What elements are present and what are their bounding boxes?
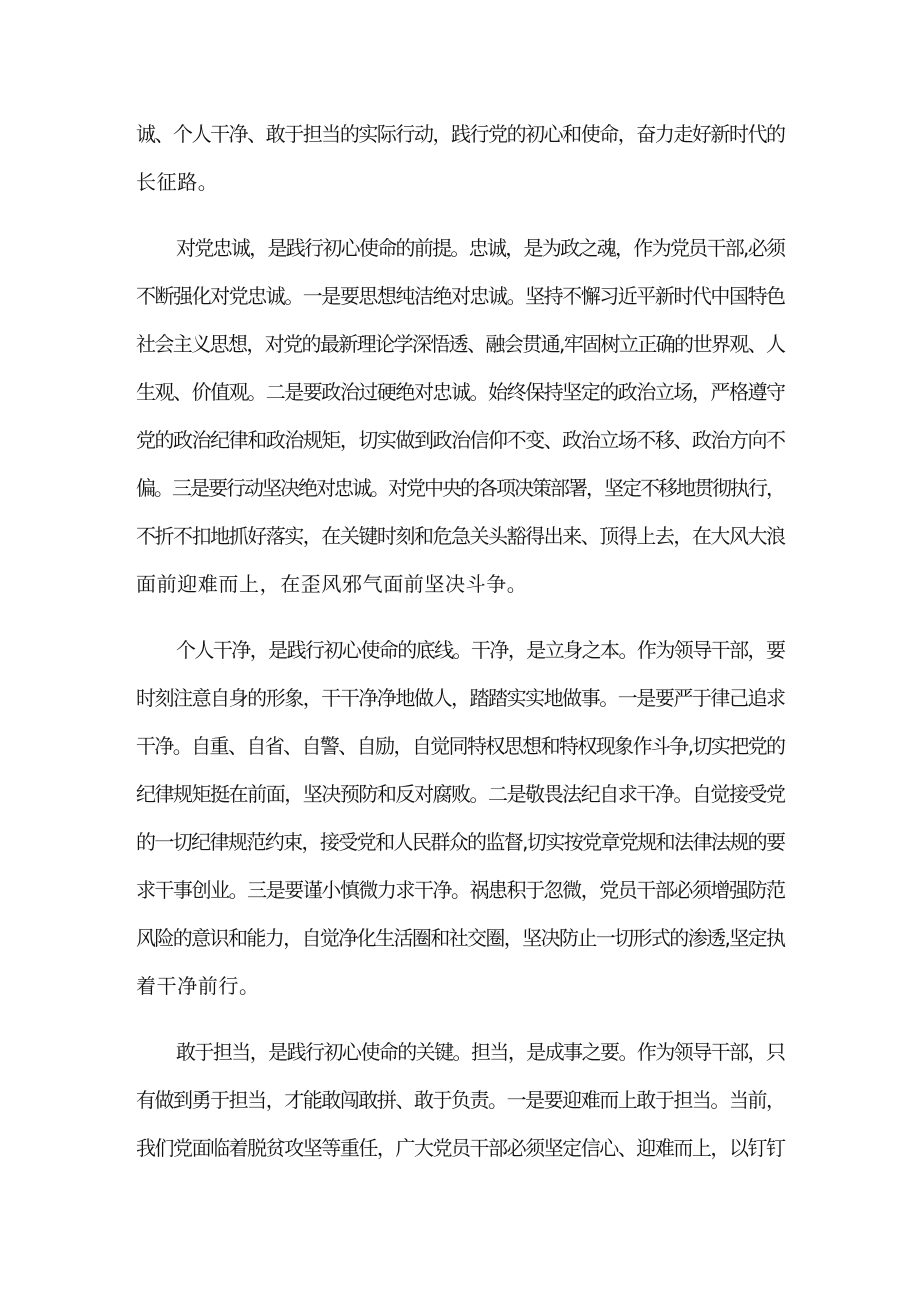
text-line: 诚、个人干净、敢于担当的实际行动，践行党的初心和使命，奋力走好新时代的 <box>136 122 785 146</box>
text-line: 时刻注意自身的形象，干干净净地做人，踏踏实实地做事。一是要严于律己追求 <box>136 686 785 710</box>
text-line: 纪律规矩挺在前面，坚决预防和反对腐败。二是敬畏法纪自求干净。自觉接受党 <box>136 782 785 806</box>
text-line: 对党忠诚，是践行初心使命的前提。忠诚，是为政之魂，作为党员干部,必须 <box>176 236 785 260</box>
text-line: 生观、价值观。二是要政治过硬绝对忠诚。始终保持坚定的政治立场，严格遵守 <box>136 380 785 404</box>
text-line: 有做到勇于担当，才能敢闯敢拼、敢于负责。一是要迎难而上敢于担当。当前， <box>136 1088 785 1112</box>
text-line: 求干事创业。三是要谨小慎微力求干净。祸患积于忽微，党员干部必须增强防范 <box>136 878 785 902</box>
text-line: 不断强化对党忠诚。一是要思想纯洁绝对忠诚。坚持不懈习近平新时代中国特色 <box>136 284 785 308</box>
text-line: 党的政治纪律和政治规矩，切实做到政治信仰不变、政治立场不移、政治方向不 <box>136 428 785 452</box>
text-line: 不折不扣地抓好落实，在关键时刻和危急关头豁得出来、顶得上去，在大风大浪 <box>136 524 785 548</box>
text-line: 的一切纪律规范约束，接受党和人民群众的监督,切实按党章党规和法律法规的要 <box>136 830 785 854</box>
text-line: 敢于担当，是践行初心使命的关键。担当，是成事之要。作为领导干部，只 <box>176 1040 785 1064</box>
text-line: 我们党面临着脱贫攻坚等重任，广大党员干部必须坚定信心、迎难而上，以钉钉 <box>136 1136 785 1160</box>
text-line: 偏。三是要行动坚决绝对忠诚。对党中央的各项决策部署，坚定不移地贯彻执行， <box>136 476 784 500</box>
text-line: 个人干净，是践行初心使命的底线。干净，是立身之本。作为领导干部，要 <box>176 638 785 662</box>
text-line: 风险的意识和能力，自觉净化生活圈和社交圈，坚决防止一切形式的渗透,坚定执 <box>136 926 785 950</box>
text-line: 面前迎难而上，在歪风邪气面前坚决斗争。 <box>136 572 528 596</box>
text-line: 长征路。 <box>136 170 219 194</box>
text-line: 干净。自重、自省、自警、自励，自觉同特权思想和特权现象作斗争,切实把党的 <box>136 734 785 758</box>
text-line: 社会主义思想，对党的最新理论学深悟透、融会贯通,牢固树立正确的世界观、人 <box>136 332 785 356</box>
text-line: 着干净前行。 <box>136 974 260 998</box>
